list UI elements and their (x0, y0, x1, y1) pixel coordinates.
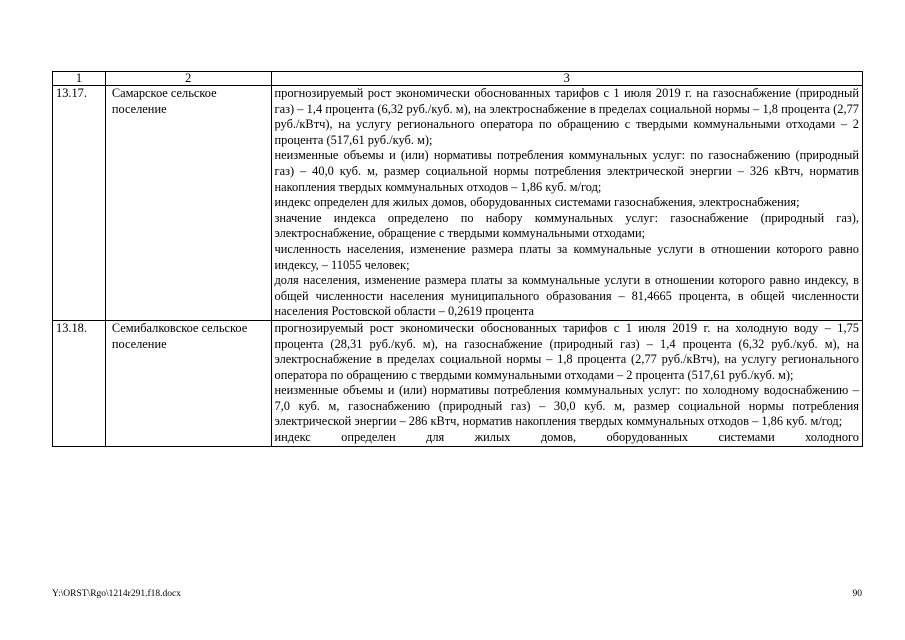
description-paragraph: прогнозируемый рост экономически обоснованных тарифов с 1 июля 2019 г. на холодную воду – 1,75 процента (28,31 руб./куб. м), на газоснабжение (природный газ) – 1,4 процента (6,32 руб./куб. м), на электроснабжение в пределах социальной нормы – 1,8 процента (2,77 руб./кВтч), на услугу регионального оператора по обращению с твердыми коммунальными отходами – 2 процента (517,61 руб./куб. м); (274, 320, 859, 382)
page-number: 90 (852, 589, 862, 599)
table-row (53, 320, 863, 446)
description-paragraph: численность населения, изменение размера платы за коммунальные услуги в отношении которого равно индексу, – 11055 человек; (274, 241, 859, 272)
description-paragraph: значение индекса определено по набору коммунальных услуг: газоснабжение (природный газ), электроснабжение, обращение с твердыми коммунальными отходами; (274, 210, 859, 241)
file-path-footer: Y:\ORST\Rgo\1214r291.f18.docx (52, 589, 181, 599)
row-number: 13.18. (53, 320, 106, 446)
table-row (53, 86, 863, 321)
settlement-name: Семибалковское сельское поселение (105, 320, 271, 446)
header-cell-3: 3 (271, 72, 863, 86)
table-header-row (53, 72, 863, 86)
description-paragraph: индекс определен для жилых домов, оборудованных системами газоснабжения, электроснабжения; (274, 195, 800, 210)
description-paragraph: прогнозируемый рост экономически обоснованных тарифов с 1 июля 2019 г. на газоснабжение (природный газ) – 1,4 процента (6,32 руб./куб. м), на электроснабжение в пределах социальной нормы – 1,8 процента (2,77 руб./кВтч), на услугу регионального оператора по обращению с твердыми коммунальными отходами – 2 процента (517,61 руб./куб. м); (274, 86, 859, 147)
description-paragraph: неизменные объемы и (или) нормативы потребления коммунальных услуг: по холодному водоснабжению – 7,0 куб. м, газоснабжению (природный газ) – 30,0 куб. м, размер социальной нормы потребления электрической энергии – 286 кВтч, норматив накопления твердых коммунальных отходов – 1,86 куб. м/год; (274, 383, 859, 429)
header-cell-1: 1 (53, 72, 106, 86)
description-paragraph: доля населения, изменение размера платы за коммунальные услуги в отношении которого равно индексу, в общей численности населения муниципального образования – 81,4665 процента, в общей численности населения Ростовской области – 0,2619 процента (274, 273, 859, 319)
description-paragraph: неизменные объемы и (или) нормативы потребления коммунальных услуг: по газоснабжению (природный газ) – 40,0 куб. м, размер социальной нормы потребления электрической энергии – 326 кВтч, норматив накопления твердых коммунальных отходов – 1,86 куб. м/год; (274, 148, 859, 194)
settlement-name: Самарское сельское поселение (105, 86, 271, 321)
row-description (271, 86, 863, 321)
row-description (271, 320, 863, 446)
description-paragraph: индекс определен для жилых домов, оборудованных системами холодного (274, 430, 859, 445)
header-cell-2: 2 (105, 72, 271, 86)
tariff-table (52, 71, 863, 447)
row-number: 13.17. (53, 86, 106, 321)
